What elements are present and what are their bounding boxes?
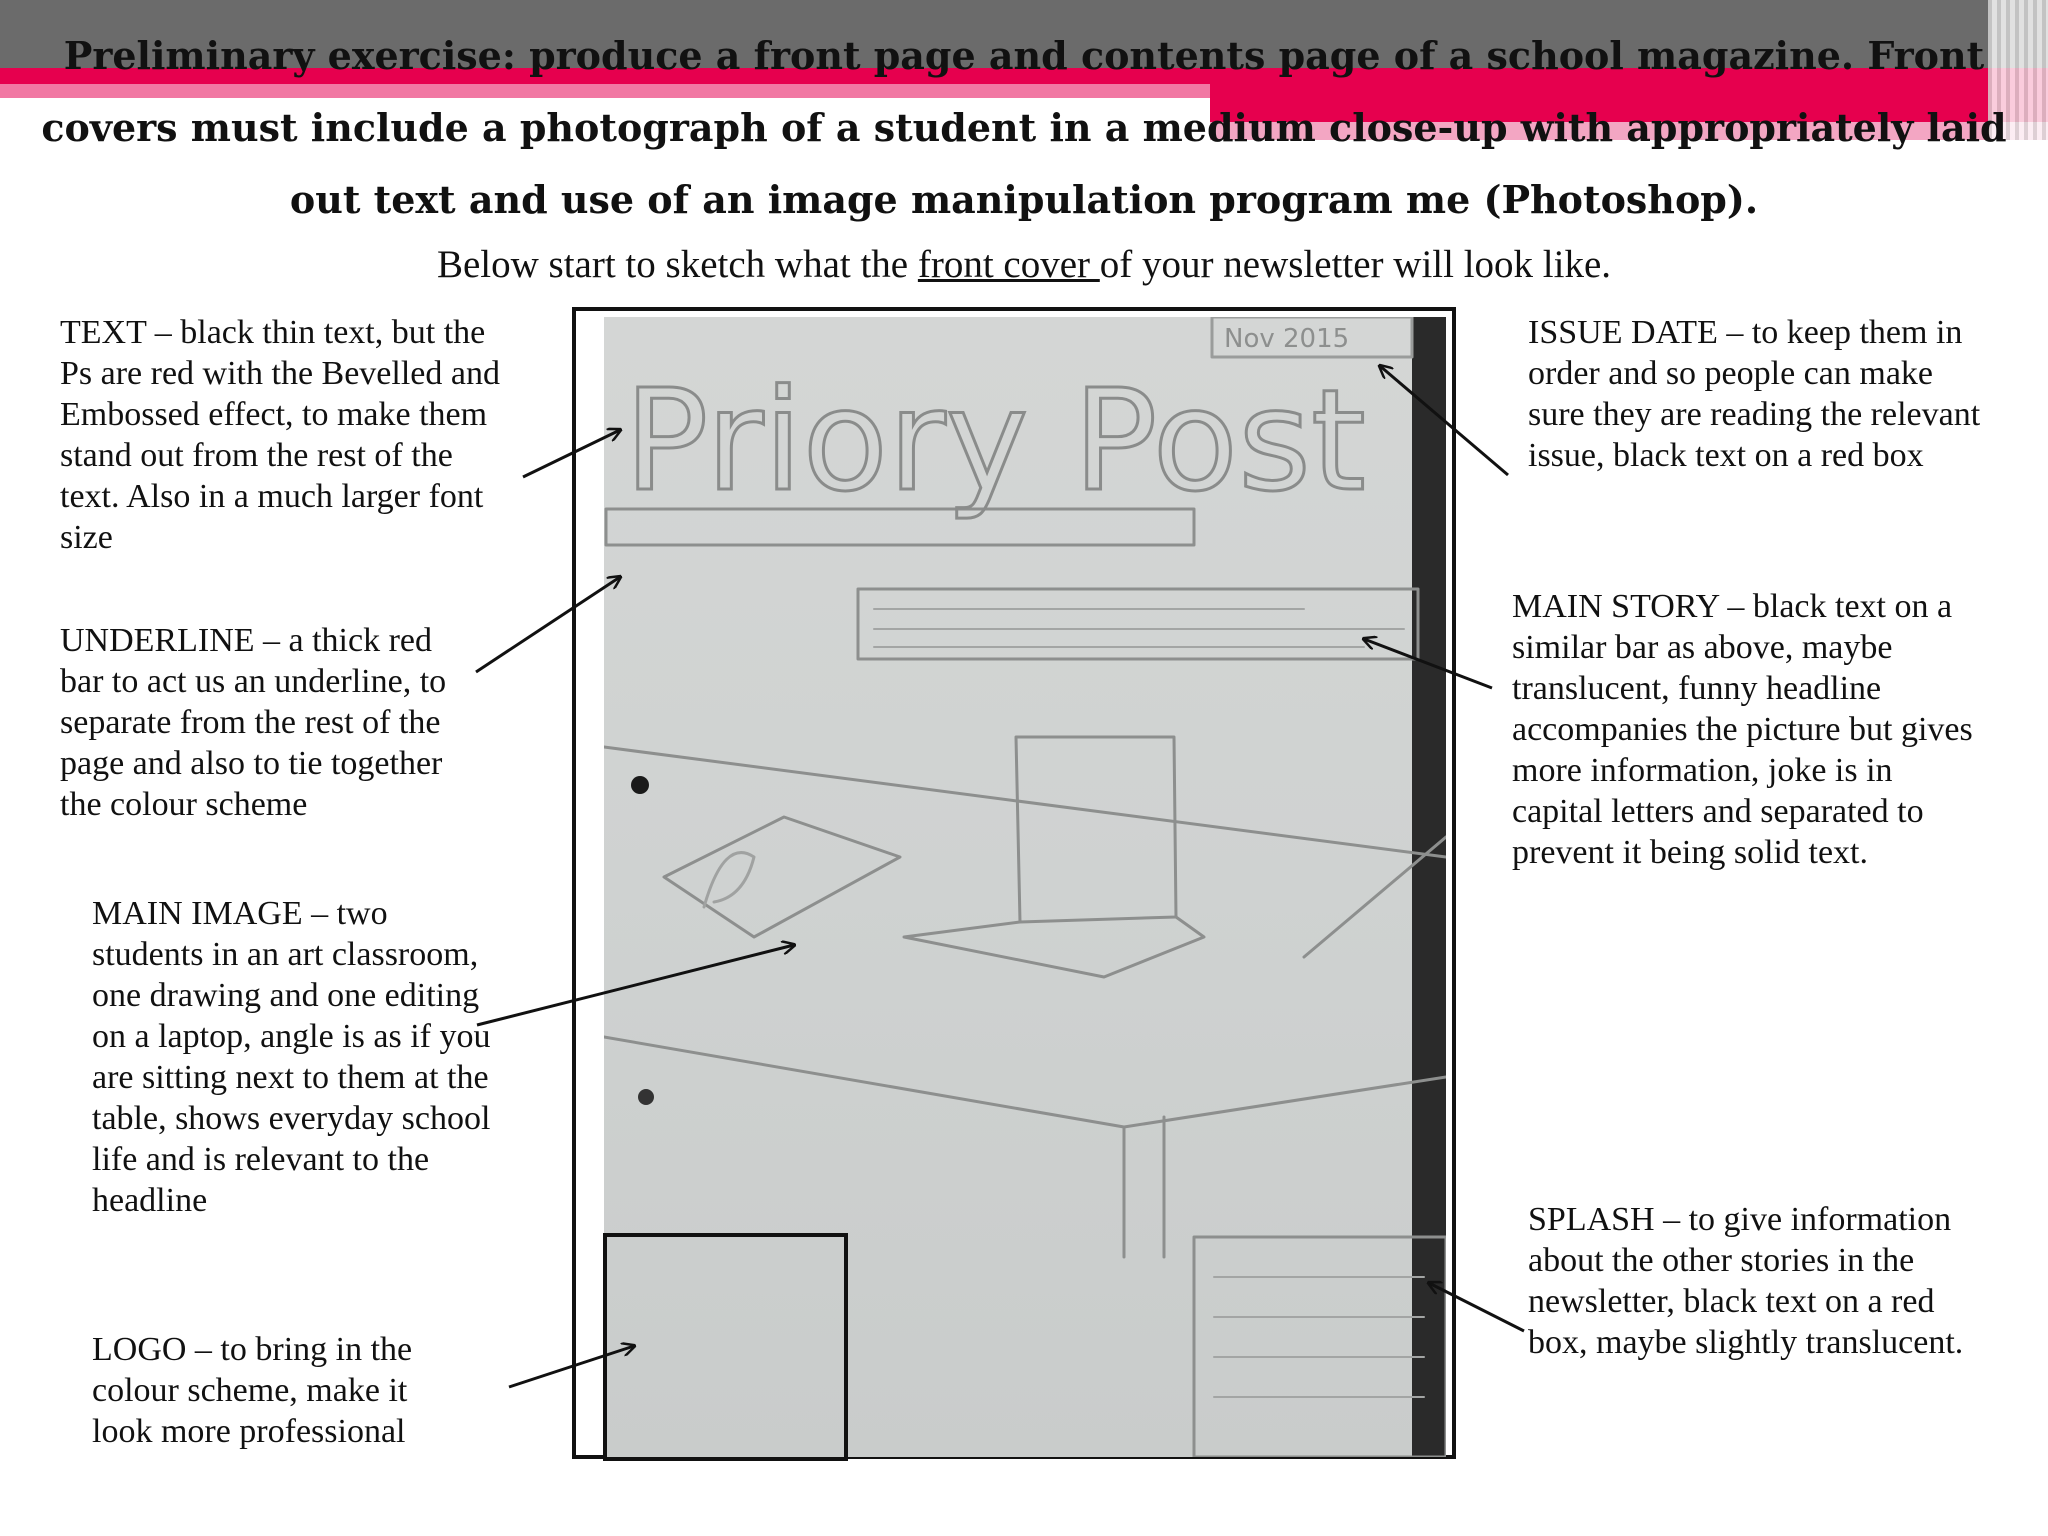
splash-annotation: SPLASH – to give information about the other stories in the newsletter, black text on a red box, maybe slightly translucent. — [1528, 1201, 1964, 1361]
pin-dot — [631, 776, 649, 794]
issue-date-annotation: ISSUE DATE – to keep them in order and so people can make sure they are reading the relevant issue, black text on a red box — [1528, 314, 1981, 474]
pin-dot — [638, 1089, 654, 1105]
instruction-emphasis: front cover — [917, 243, 1100, 286]
instruction-text-end: of your newsletter will look like. — [1099, 243, 1612, 286]
laptop-screen-sketch — [1016, 737, 1176, 922]
underline-annotation: UNDERLINE – a thick red bar to act us an underline, to separate from the rest of the page and also to tie together the colour scheme — [60, 622, 447, 823]
main-story-bar-sketch — [858, 589, 1418, 659]
logo-box-sketch — [603, 1233, 848, 1461]
instruction-text-start: Below start to sketch what the — [436, 243, 918, 286]
table-edge — [604, 747, 1446, 857]
splash-box-sketch — [1194, 1237, 1446, 1457]
text-annotation: TEXT – black thin text, but the Ps are red with the Bevelled and Embossed effect, to make them stand out from the rest of the text. Also in a much larger font size — [60, 314, 500, 556]
instruction-line — [0, 242, 2048, 287]
laptop-base-sketch — [904, 917, 1204, 977]
masthead-sketch: Priory Post — [624, 360, 1366, 523]
main-story-annotation: MAIN STORY – black text on a similar bar as above, maybe translucent, funny headline accompanies the picture but gives more information, joke is in capital letters and separated to prevent it being solid text. — [1512, 588, 1973, 871]
page-title: Preliminary exercise: produce a front page and contents page of a school magazine. Front covers must include a photograph of a student in a medium close-up with appropriately laid out text and use of an image manipulation program me (Photoshop). — [41, 33, 2007, 222]
main-image-annotation: MAIN IMAGE – two students in an art classroom, one drawing and one editing on a laptop, angle is as if you are sitting next to them at the table, shows everyday school life and is relevant to the headline — [92, 895, 491, 1219]
logo-annotation: LOGO – to bring in the colour scheme, make it look more professional — [92, 1331, 413, 1450]
issue-date-sketch: Nov 2015 — [1224, 324, 1350, 354]
